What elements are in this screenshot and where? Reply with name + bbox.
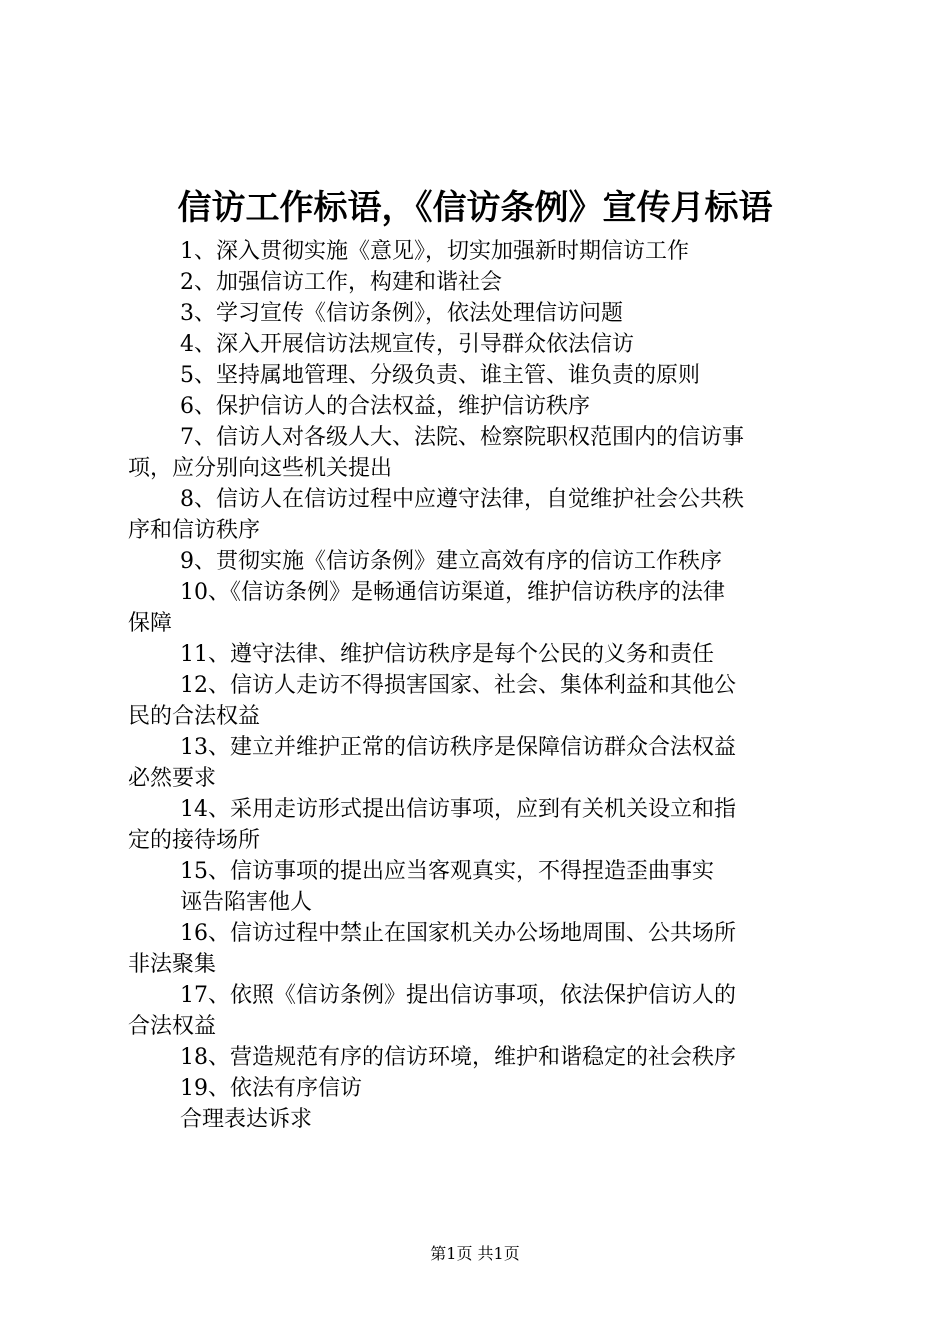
text-line: 4、深入开展信访法规宣传，引导群众依法信访 xyxy=(180,332,634,357)
text-line: 序和信访秩序 xyxy=(128,518,261,543)
text-line: 14、采用走访形式提出信访事项，应到有关机关设立和指 xyxy=(180,797,736,822)
text-line: 民的合法权益 xyxy=(128,704,261,729)
text-line: 6、保护信访人的合法权益，维护信访秩序 xyxy=(180,394,590,419)
text-line: 8、信访人在信访过程中应遵守法律，自觉维护社会公共秩 xyxy=(180,487,744,512)
text-line: 16、信访过程中禁止在国家机关办公场地周围、公共场所 xyxy=(180,921,736,946)
text-line: 项，应分别向这些机关提出 xyxy=(128,456,393,481)
text-line: 9、贯彻实施《信访条例》建立高效有序的信访工作秩序 xyxy=(180,549,722,574)
text-line: 必然要求 xyxy=(128,766,217,791)
text-line: 1、深入贯彻实施《意见》，切实加强新时期信访工作 xyxy=(180,239,689,264)
text-line: 18、营造规范有序的信访环境，维护和谐稳定的社会秩序 xyxy=(180,1045,736,1070)
text-line: 诬告陷害他人 xyxy=(180,890,313,915)
document-title: 信访工作标语，《信访条例》宣传月标语 xyxy=(177,188,773,228)
text-line: 合理表达诉求 xyxy=(180,1107,313,1132)
text-line: 19、依法有序信访 xyxy=(180,1076,362,1101)
text-line: 7、信访人对各级人大、法院、检察院职权范围内的信访事 xyxy=(180,425,744,450)
text-line: 定的接待场所 xyxy=(128,828,261,853)
text-line: 12、信访人走访不得损害国家、社会、集体利益和其他公 xyxy=(180,673,736,698)
page-footer: 第1页 共1页 xyxy=(430,1244,520,1263)
text-line: 2、加强信访工作，构建和谐社会 xyxy=(180,270,502,295)
text-line: 3、学习宣传《信访条例》，依法处理信访问题 xyxy=(180,301,623,326)
text-line: 17、依照《信访条例》提出信访事项，依法保护信访人的 xyxy=(180,983,736,1008)
text-line: 13、建立并维护正常的信访秩序是保障信访群众合法权益 xyxy=(180,735,736,760)
text-line: 11、遵守法律、维护信访秩序是每个公民的义务和责任 xyxy=(180,642,714,667)
text-line: 10、《信访条例》是畅通信访渠道，维护信访秩序的法律 xyxy=(180,580,725,605)
text-line: 合法权益 xyxy=(128,1014,217,1039)
text-line: 5、坚持属地管理、分级负责、谁主管、谁负责的原则 xyxy=(180,363,700,388)
text-line: 15、信访事项的提出应当客观真实，不得捏造歪曲事实 xyxy=(180,859,714,884)
text-line: 保障 xyxy=(128,611,173,636)
text-line: 非法聚集 xyxy=(128,952,217,977)
document-body xyxy=(128,236,832,1135)
